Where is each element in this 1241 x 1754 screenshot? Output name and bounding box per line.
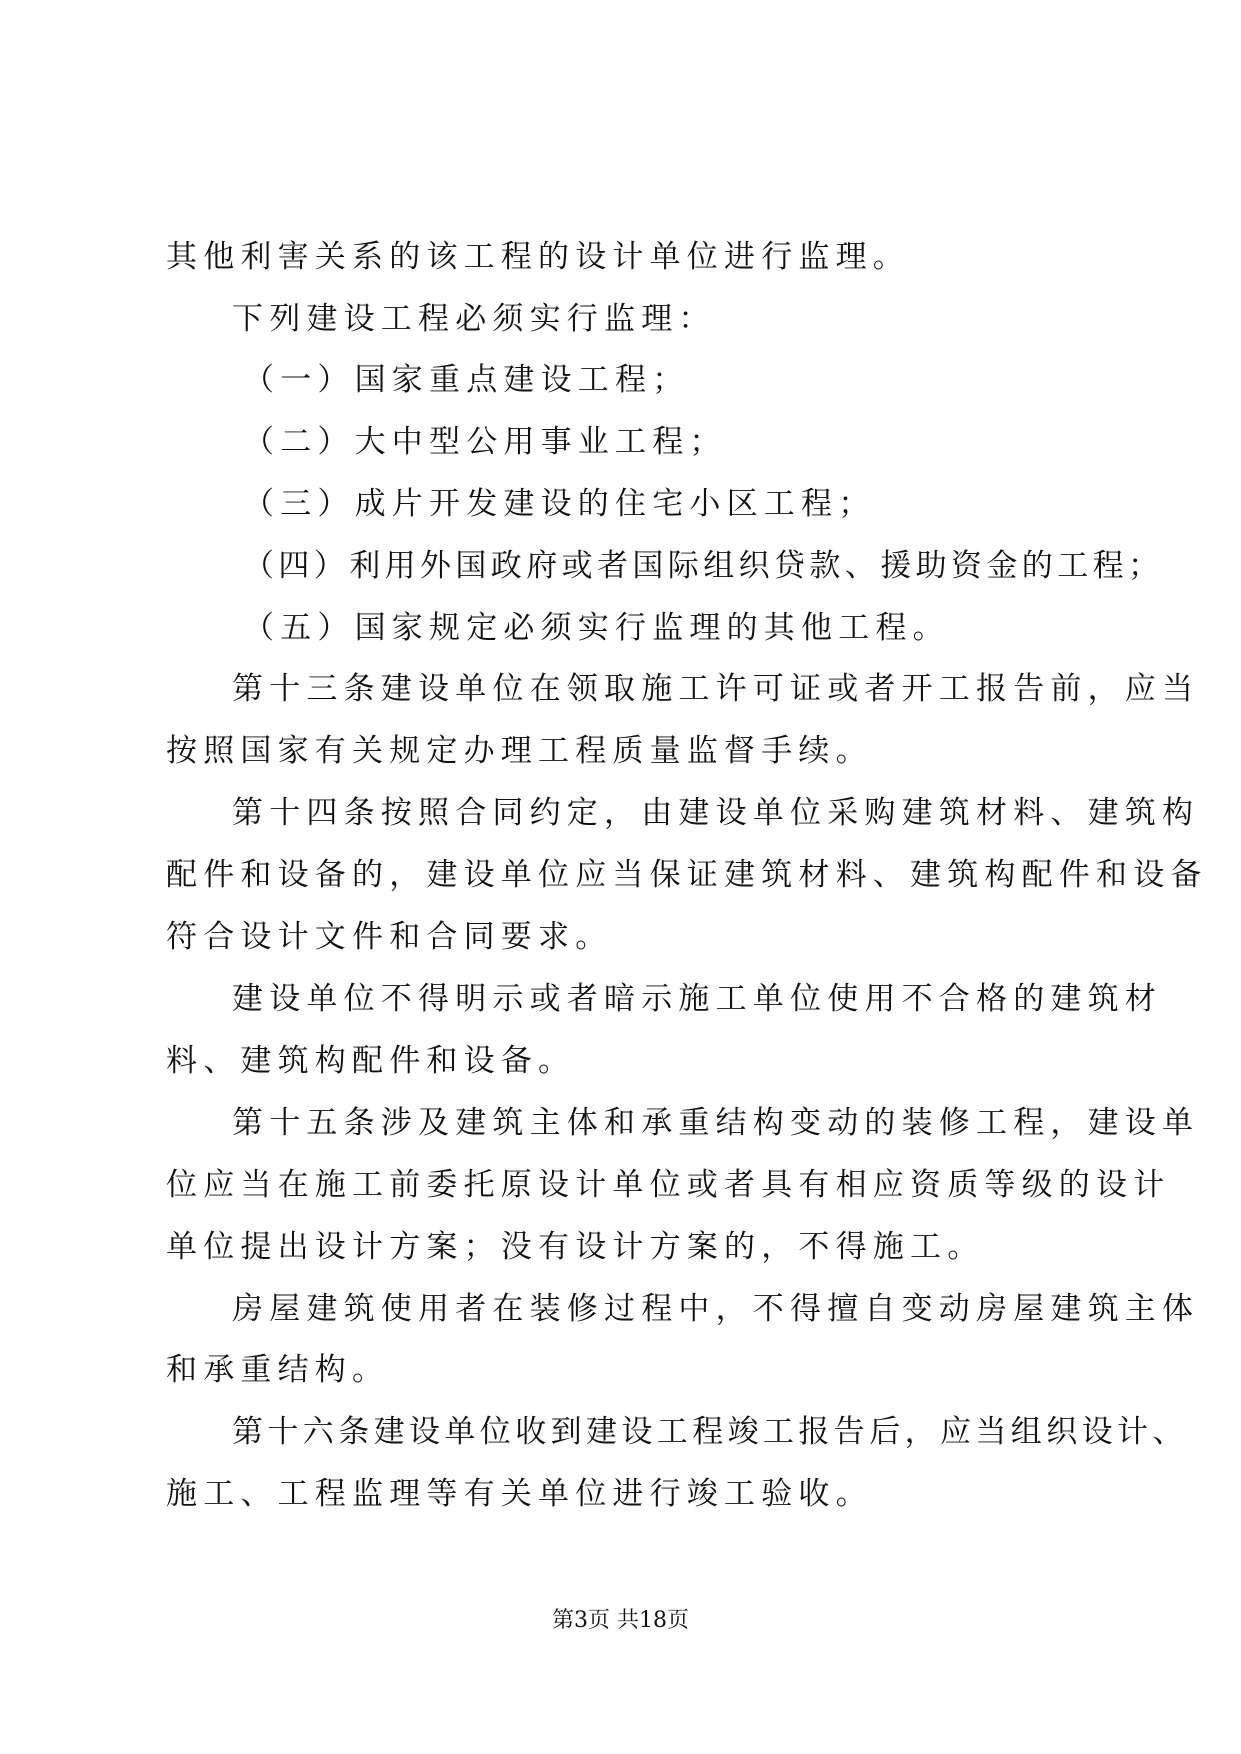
text-line: 施工、工程监理等有关单位进行竣工验收。 [166, 1476, 873, 1512]
text-line: 下列建设工程必须实行监理： [232, 301, 716, 337]
text-line: 其他利害关系的该工程的设计单位进行监理。 [166, 239, 910, 275]
list-item: （五）国家规定必须实行监理的其他工程。 [243, 610, 950, 646]
list-item: （二）大中型公用事业工程； [243, 424, 727, 460]
text-line: 配件和设备的，建设单位应当保证建筑材料、建筑构配件和设备 [166, 857, 1208, 893]
list-item: （三）成片开发建设的住宅小区工程； [243, 486, 876, 522]
text-line: 按照国家有关规定办理工程质量监督手续。 [166, 733, 873, 769]
text-line: 单位提出设计方案；没有设计方案的，不得施工。 [166, 1229, 985, 1265]
text-line: 第十四条按照合同约定，由建设单位采购建筑材料、建筑构 [232, 795, 1200, 831]
text-line: 位应当在施工前委托原设计单位或者具有相应资质等级的设计 [166, 1167, 1171, 1203]
text-line: 第十六条建设单位收到建设工程竣工报告后，应当组织设计、 [232, 1414, 1188, 1450]
text-line: 料、建筑构配件和设备。 [166, 1043, 576, 1079]
list-item: （一）国家重点建设工程； [243, 362, 690, 398]
text-line: 和承重结构。 [166, 1352, 390, 1388]
text-line: 房屋建筑使用者在装修过程中，不得擅自变动房屋建筑主体 [232, 1291, 1200, 1327]
text-line: 第十三条建设单位在领取施工许可证或者开工报告前，应当 [232, 671, 1200, 707]
page-footer: 第3页 共18页 [552, 1608, 689, 1633]
text-line: 符合设计文件和合同要求。 [166, 919, 613, 955]
list-item: （四）利用外国政府或者国际组织贷款、援助资金的工程； [243, 548, 1164, 584]
text-line: 第十五条涉及建筑主体和承重结构变动的装修工程，建设单 [232, 1105, 1200, 1141]
text-line: 建设单位不得明示或者暗示施工单位使用不合格的建筑材 [232, 981, 1162, 1017]
